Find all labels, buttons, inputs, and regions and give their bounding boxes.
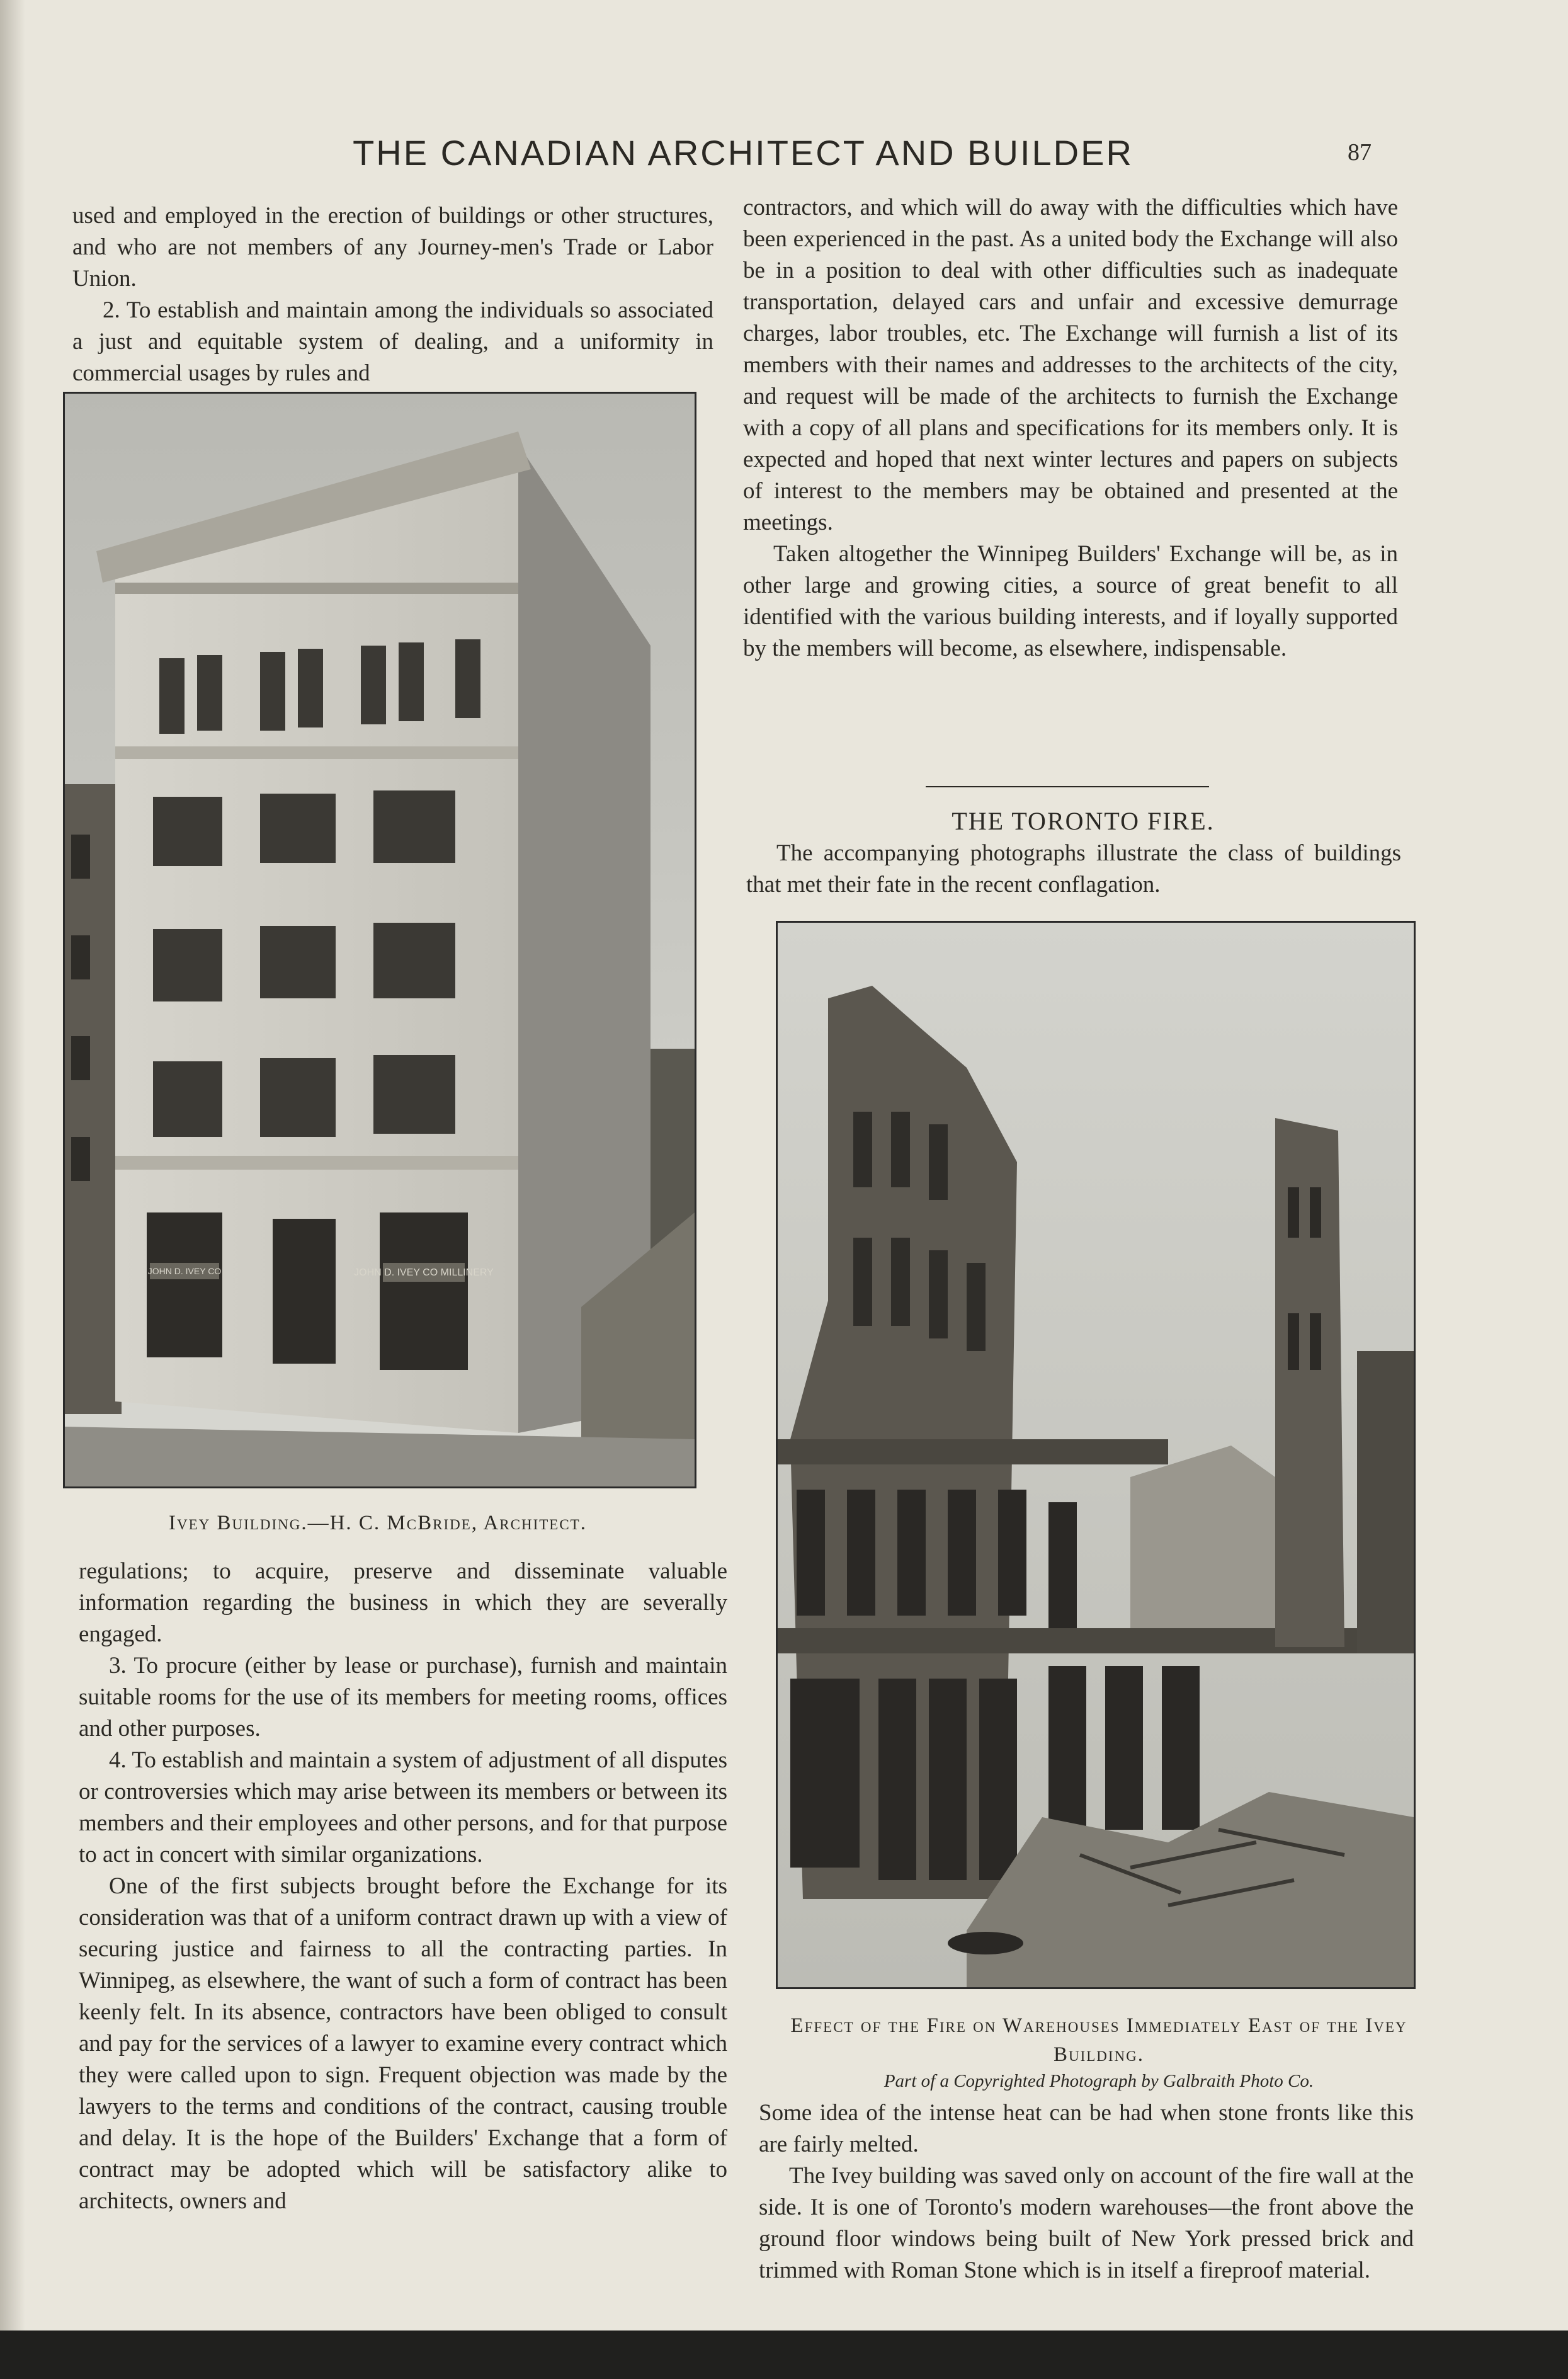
ivey-building-photo bbox=[63, 392, 696, 1488]
fire-photo-caption: Effect of the Fire on Warehouses Immediately East of the Ivey Building. bbox=[790, 2014, 1407, 2066]
paragraph: regulations; to acquire, preserve and disseminate valuable information regarding the business in which they are severally engaged. bbox=[79, 1558, 727, 1647]
section-divider bbox=[926, 786, 1209, 787]
paragraph: One of the first subjects brought before the Exchange for its consideration was that of a uniform contract drawn up with a view of securing justice and fairness to all the contracting parties. In Winnipeg, as elsewhere, the want of such a form of contract has been keenly felt. In its absence, contractors have been obliged to consult and pay for the services of a lawyer to examine every contract which they were called upon to sign. Frequent objection was made by the lawyers to the terms and conditions of the contract, causing trouble and delay. It is the hope of the Builders' Exchange that a form of contract may be adopted which will be satisfactory alike to architects, owners and bbox=[79, 1873, 727, 2214]
binding-shadow bbox=[0, 0, 25, 2379]
right-column-bottom bbox=[759, 2097, 1414, 2286]
paragraph: 3. To procure (either by lease or purchase), furnish and maintain suitable rooms for the use of its members for meeting rooms, offices and other purposes. bbox=[79, 1653, 727, 1742]
left-column-bottom bbox=[79, 1556, 727, 2217]
paragraph: The accompanying photographs illustrate the class of buildings that met their fate in the recent conflagation. bbox=[746, 840, 1401, 898]
section-heading: THE TORONTO FIRE. bbox=[952, 807, 1215, 835]
paragraph: 4. To establish and maintain a system of adjustment of all disputes or controversies which may arise between its members or between its members and their employees and other persons, and for that purpose to act in concert with similar organizations. bbox=[79, 1747, 727, 1868]
paragraph: Taken altogether the Winnipeg Builders' Exchange will be, as in other large and growing cities, a source of great benefit to all identified with the various building interests, and if loyally supported by the members will become, as elsewhere, indispensable. bbox=[743, 541, 1398, 661]
paragraph: The Ivey building was saved only on account of the fire wall at the side. It is one of Toronto's modern warehouses—the front above the ground floor windows being built of New York pressed brick and trimmed with Roman Stone which is in itself a fireproof material. bbox=[759, 2163, 1414, 2283]
paragraph: Some idea of the intense heat can be had when stone fronts like this are fairly melted. bbox=[759, 2100, 1414, 2157]
ivey-photo-caption: Ivey Building.—H. C. McBride, Architect. bbox=[169, 1512, 587, 1534]
fire-ruins-illustration bbox=[778, 923, 1414, 1987]
ivey-building-illustration bbox=[65, 394, 695, 1486]
shop-sign: JOHN D. IVEY CO MILLINERY bbox=[354, 1267, 494, 1278]
section-intro bbox=[746, 838, 1401, 901]
left-column-top bbox=[72, 200, 713, 389]
paragraph: contractors, and which will do away with the difficulties which have been experienced in the past. As a united body the Exchange will also be in a position to deal with other difficulties such as inadequate transportation, delayed cars and unfair and excessive demurrage charges, labor troubles, etc. The Exchange will furnish a list of its members with their names and addresses to the architects of the city, and request will be made of the architects to furnish the Exchange with a copy of all plans and specifications for its members only. It is expected and hoped that next winter lectures and papers on subjects of interest to the members may be obtained and presented at the meetings. bbox=[743, 195, 1398, 535]
paragraph: used and employed in the erection of buildings or other structures, and who are not members of any Journey-men's Trade or Labor Union. bbox=[72, 203, 713, 292]
fire-ruins-photo bbox=[776, 921, 1416, 1989]
running-header bbox=[0, 132, 1568, 189]
journal-title: THE CANADIAN ARCHITECT AND BUILDER bbox=[353, 133, 1133, 173]
right-column-top bbox=[743, 192, 1398, 665]
page-bottom-edge bbox=[0, 2331, 1568, 2379]
paragraph: 2. To establish and maintain among the individuals so associated a just and equitable system of dealing, and a uniformity in commercial usages by rules and bbox=[72, 297, 713, 386]
page-number: 87 bbox=[1348, 139, 1372, 166]
shop-sign: JOHN D. IVEY CO bbox=[147, 1266, 222, 1276]
photo-credit: Part of a Copyrighted Photograph by Galbraith Photo Co. bbox=[883, 2071, 1314, 2091]
